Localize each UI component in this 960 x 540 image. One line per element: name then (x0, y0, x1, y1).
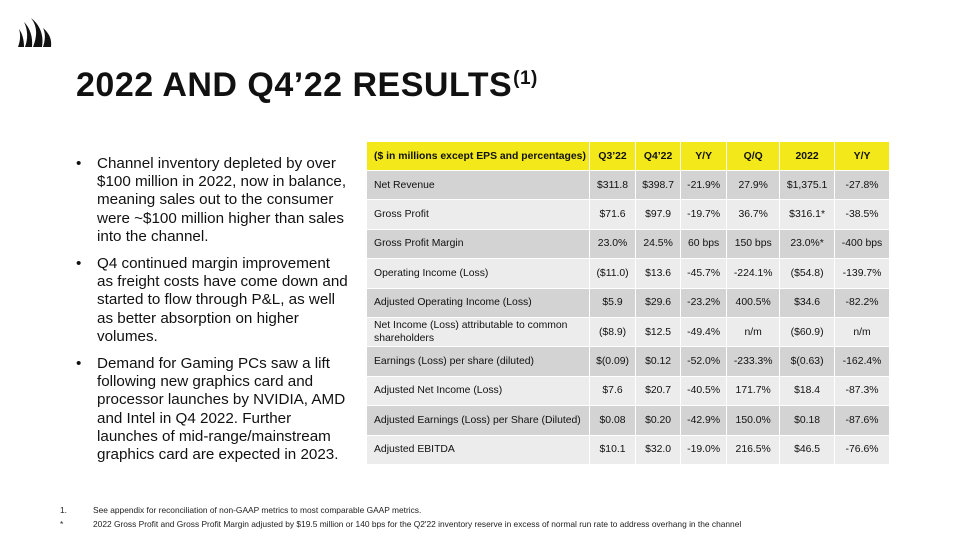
table-cell: $71.6 (589, 200, 635, 229)
table-cell: n/m (727, 317, 780, 346)
table-row (367, 288, 890, 317)
row-label: Adjusted Net Income (Loss) (367, 376, 590, 405)
table-cell: $20.7 (636, 376, 681, 405)
table-cell: $0.08 (589, 406, 635, 435)
table-cell: -233.3% (727, 347, 780, 376)
row-label: Gross Profit Margin (367, 229, 590, 258)
footnote-mark: * (60, 519, 64, 529)
title-footnote-ref: (1) (513, 68, 538, 89)
table-cell: $0.18 (780, 406, 835, 435)
table-cell: -23.2% (681, 288, 727, 317)
bullet-marker: • (76, 355, 82, 373)
table-cell: 23.0%* (780, 229, 835, 258)
row-label: Adjusted Operating Income (Loss) (367, 288, 590, 317)
table-cell: 36.7% (727, 200, 780, 229)
table-cell: $5.9 (589, 288, 635, 317)
table-cell: -52.0% (681, 347, 727, 376)
bullet-item (76, 155, 348, 246)
table-cell: ($60.9) (780, 317, 835, 346)
table-cell: $13.6 (636, 259, 681, 288)
table-cell: -139.7% (835, 259, 890, 288)
table-cell: -87.6% (835, 406, 890, 435)
table-header-row (367, 142, 890, 171)
table-cell: -40.5% (681, 376, 727, 405)
results-table (366, 141, 890, 465)
table-cell: 150 bps (727, 229, 780, 258)
table-cell: -76.6% (835, 435, 890, 464)
table-row (367, 347, 890, 376)
table-cell: -400 bps (835, 229, 890, 258)
column-header: Y/Y (835, 142, 890, 171)
page-title-text: 2022 AND Q4’22 RESULTS (76, 66, 513, 104)
table-cell: -45.7% (681, 259, 727, 288)
table-cell: $34.6 (780, 288, 835, 317)
table-row (367, 435, 890, 464)
column-header: Q3’22 (589, 142, 635, 171)
table-cell: $(0.09) (589, 347, 635, 376)
table-cell: 150.0% (727, 406, 780, 435)
table-cell: -19.7% (681, 200, 727, 229)
page-title (76, 66, 538, 105)
column-header: 2022 (780, 142, 835, 171)
bullet-marker: • (76, 155, 82, 172)
table-cell: $29.6 (636, 288, 681, 317)
table-cell: $10.1 (589, 435, 635, 464)
table-cell: ($11.0) (589, 259, 635, 288)
table-cell: $7.6 (589, 376, 635, 405)
row-label: Earnings (Loss) per share (diluted) (367, 347, 590, 376)
row-label: Adjusted Earnings (Loss) per Share (Diluted) (367, 406, 590, 435)
table-cell: ($8.9) (589, 317, 635, 346)
table-cell: $18.4 (780, 376, 835, 405)
table-cell: -21.9% (681, 171, 727, 200)
footnote-mark: 1. (60, 505, 67, 515)
row-label: Operating Income (Loss) (367, 259, 590, 288)
row-label: Net Income (Loss) attributable to common shareholders (367, 317, 590, 346)
row-label: Gross Profit (367, 200, 590, 229)
bullet-marker: • (76, 255, 82, 273)
table-cell: n/m (835, 317, 890, 346)
bullet-text: Channel inventory depleted by over $100 million in 2022, now in balance, meaning sales out to the consumer were ~$100 million higher than sales into the channel. (97, 155, 347, 245)
table-cell: $(0.63) (780, 347, 835, 376)
table-cell: -162.4% (835, 347, 890, 376)
column-header: ($ in millions except EPS and percentages) (367, 142, 590, 171)
sails-logo-icon (18, 18, 52, 48)
table-cell: $32.0 (636, 435, 681, 464)
bullet-item (76, 355, 348, 464)
footnote (60, 503, 741, 517)
table-cell: 23.0% (589, 229, 635, 258)
table-cell: -19.0% (681, 435, 727, 464)
table-row (367, 406, 890, 435)
table-row (367, 259, 890, 288)
bullet-list (76, 155, 348, 473)
table-cell: 171.7% (727, 376, 780, 405)
table-row (367, 376, 890, 405)
table-cell: -27.8% (835, 171, 890, 200)
column-header: Q/Q (727, 142, 780, 171)
table-cell: $46.5 (780, 435, 835, 464)
table-cell: 216.5% (727, 435, 780, 464)
table-cell: $311.8 (589, 171, 635, 200)
table-cell: $0.20 (636, 406, 681, 435)
table-cell: 24.5% (636, 229, 681, 258)
table-cell: -82.2% (835, 288, 890, 317)
table-body (367, 171, 890, 465)
table-cell: -224.1% (727, 259, 780, 288)
table-cell: -42.9% (681, 406, 727, 435)
footnote-text: 2022 Gross Profit and Gross Profit Margin adjusted by $19.5 million or 140 bps for the Q2'22 inventory reserve in excess of normal run rate to address overhang in the channel (93, 519, 742, 529)
table-cell: 400.5% (727, 288, 780, 317)
table-row (367, 200, 890, 229)
table-row (367, 317, 890, 346)
table-cell: $316.1* (780, 200, 835, 229)
footnotes (60, 503, 741, 531)
footnote-text: See appendix for reconciliation of non-GAAP metrics to most comparable GAAP metrics. (93, 505, 422, 515)
bullet-text: Demand for Gaming PCs saw a lift following new graphics card and processor launches by NVIDIA, AMD and Intel in Q4 2022. Further launches of mid-range/mainstream graphics card are expected in 2023. (97, 355, 346, 464)
table-cell: $97.9 (636, 200, 681, 229)
table-cell: 27.9% (727, 171, 780, 200)
table-cell: $0.12 (636, 347, 681, 376)
column-header: Y/Y (681, 142, 727, 171)
table-row (367, 229, 890, 258)
row-label: Net Revenue (367, 171, 590, 200)
table-cell: ($54.8) (780, 259, 835, 288)
table-row (367, 171, 890, 200)
bullet-item (76, 255, 348, 346)
table-cell: $12.5 (636, 317, 681, 346)
row-label: Adjusted EBITDA (367, 435, 590, 464)
table-cell: -38.5% (835, 200, 890, 229)
table-cell: -87.3% (835, 376, 890, 405)
footnote (60, 517, 741, 531)
table-cell: -49.4% (681, 317, 727, 346)
table-cell: $398.7 (636, 171, 681, 200)
table-cell: $1,375.1 (780, 171, 835, 200)
bullet-text: Q4 continued margin improvement as freight costs have come down and started to flow through P&L, as well as better absorption on higher volumes. (97, 255, 348, 345)
column-header: Q4’22 (636, 142, 681, 171)
table-cell: 60 bps (681, 229, 727, 258)
